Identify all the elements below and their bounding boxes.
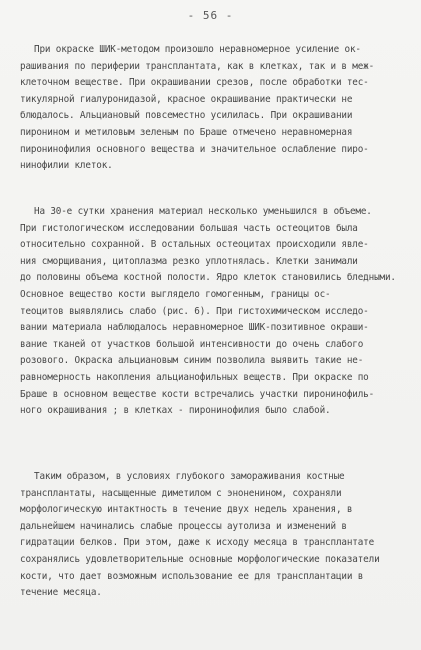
- text-line: Браше в основном веществе кости встречались участки пиронинофиль-: [20, 388, 375, 400]
- text-line: вание тканей от участков большой интенсивности до очень слабого: [20, 338, 364, 350]
- text-line: дальнейшем начинались слабые процессы аутолиза и изменений в: [20, 520, 347, 532]
- text-line: гидратации белков. При этом, даже к исходу месяца в трансплантате: [20, 537, 375, 549]
- text-line: течение месяца.: [20, 587, 102, 599]
- text-line: тикулярной гиалуронидазой, красное окрашивание практически не: [20, 93, 353, 105]
- text-line: ния сморщивания, цитоплазма резко уплотнялась. Клетки занимали: [20, 255, 358, 267]
- text-line: пиронинофилия основного вещества и значительное ослабление пиро-: [20, 143, 369, 155]
- text-line: На 30-е сутки хранения материал несколько уменьшился в объеме.: [34, 206, 372, 217]
- text-line: нинофилии клеток.: [20, 160, 113, 172]
- text-line: трансплантаты, насыщенные диметилом с эноненином, сохраняли: [20, 487, 342, 499]
- page-number: - 56 -: [187, 9, 234, 22]
- text-line: клеточном веществе. При окрашивании срезов, после обработки тес-: [20, 77, 369, 89]
- text-line: равномерность накопления альцианофильных веществ. При окраске по: [20, 371, 369, 383]
- text-line: розового. Окраска альциановым синим позволила выявить такие не-: [20, 355, 364, 367]
- text-line: сохранялись удовлетворительные основные морфологические показатели: [20, 553, 380, 565]
- text-line: ного окрашивания ; в клетках - пиронинофилия было слабой.: [20, 405, 331, 417]
- text-line: вании материала наблюдалось неравномерное ШИК-позитивное окраши-: [20, 322, 369, 334]
- paragraph-3: [20, 469, 405, 602]
- text-line: Таким образом, в условиях глубокого замораживания костные: [34, 471, 345, 482]
- text-line: блюдалось. Альциановый повсеместно усилилась. При окрашивании: [20, 110, 353, 122]
- text-line: морфологическую интактность в течение двух недель хранения, в: [20, 504, 353, 516]
- text-line: При гистологическом исследовании большая часть остеоцитов была: [20, 222, 358, 234]
- text-line: до половины объема костной полости. Ядро клеток становились бледными.: [20, 272, 396, 284]
- text-line: Основное вещество кости выглядело гомогенным, границы ос-: [20, 288, 331, 300]
- text-line: кости, что дает возможным использование ее для трансплантации в: [20, 570, 364, 582]
- text-line: рашивания по периферии трансплантата, как в клетках, так и в меж-: [20, 60, 375, 72]
- paragraph-1: [20, 42, 405, 175]
- text-line: При окраске ШИК-методом произошло неравномерное усиление ок-: [34, 44, 361, 55]
- text-line: теоцитов выявлялись слабо (рис. 6). При гистохимическом исследо-: [20, 305, 369, 317]
- text-line: пиронином и метиловым зеленым по Браше отмечено неравномерная: [20, 126, 353, 138]
- paragraph-2: [20, 204, 405, 420]
- text-line: относительно сохранной. В остальных остеоцитах происходили явле-: [20, 239, 369, 251]
